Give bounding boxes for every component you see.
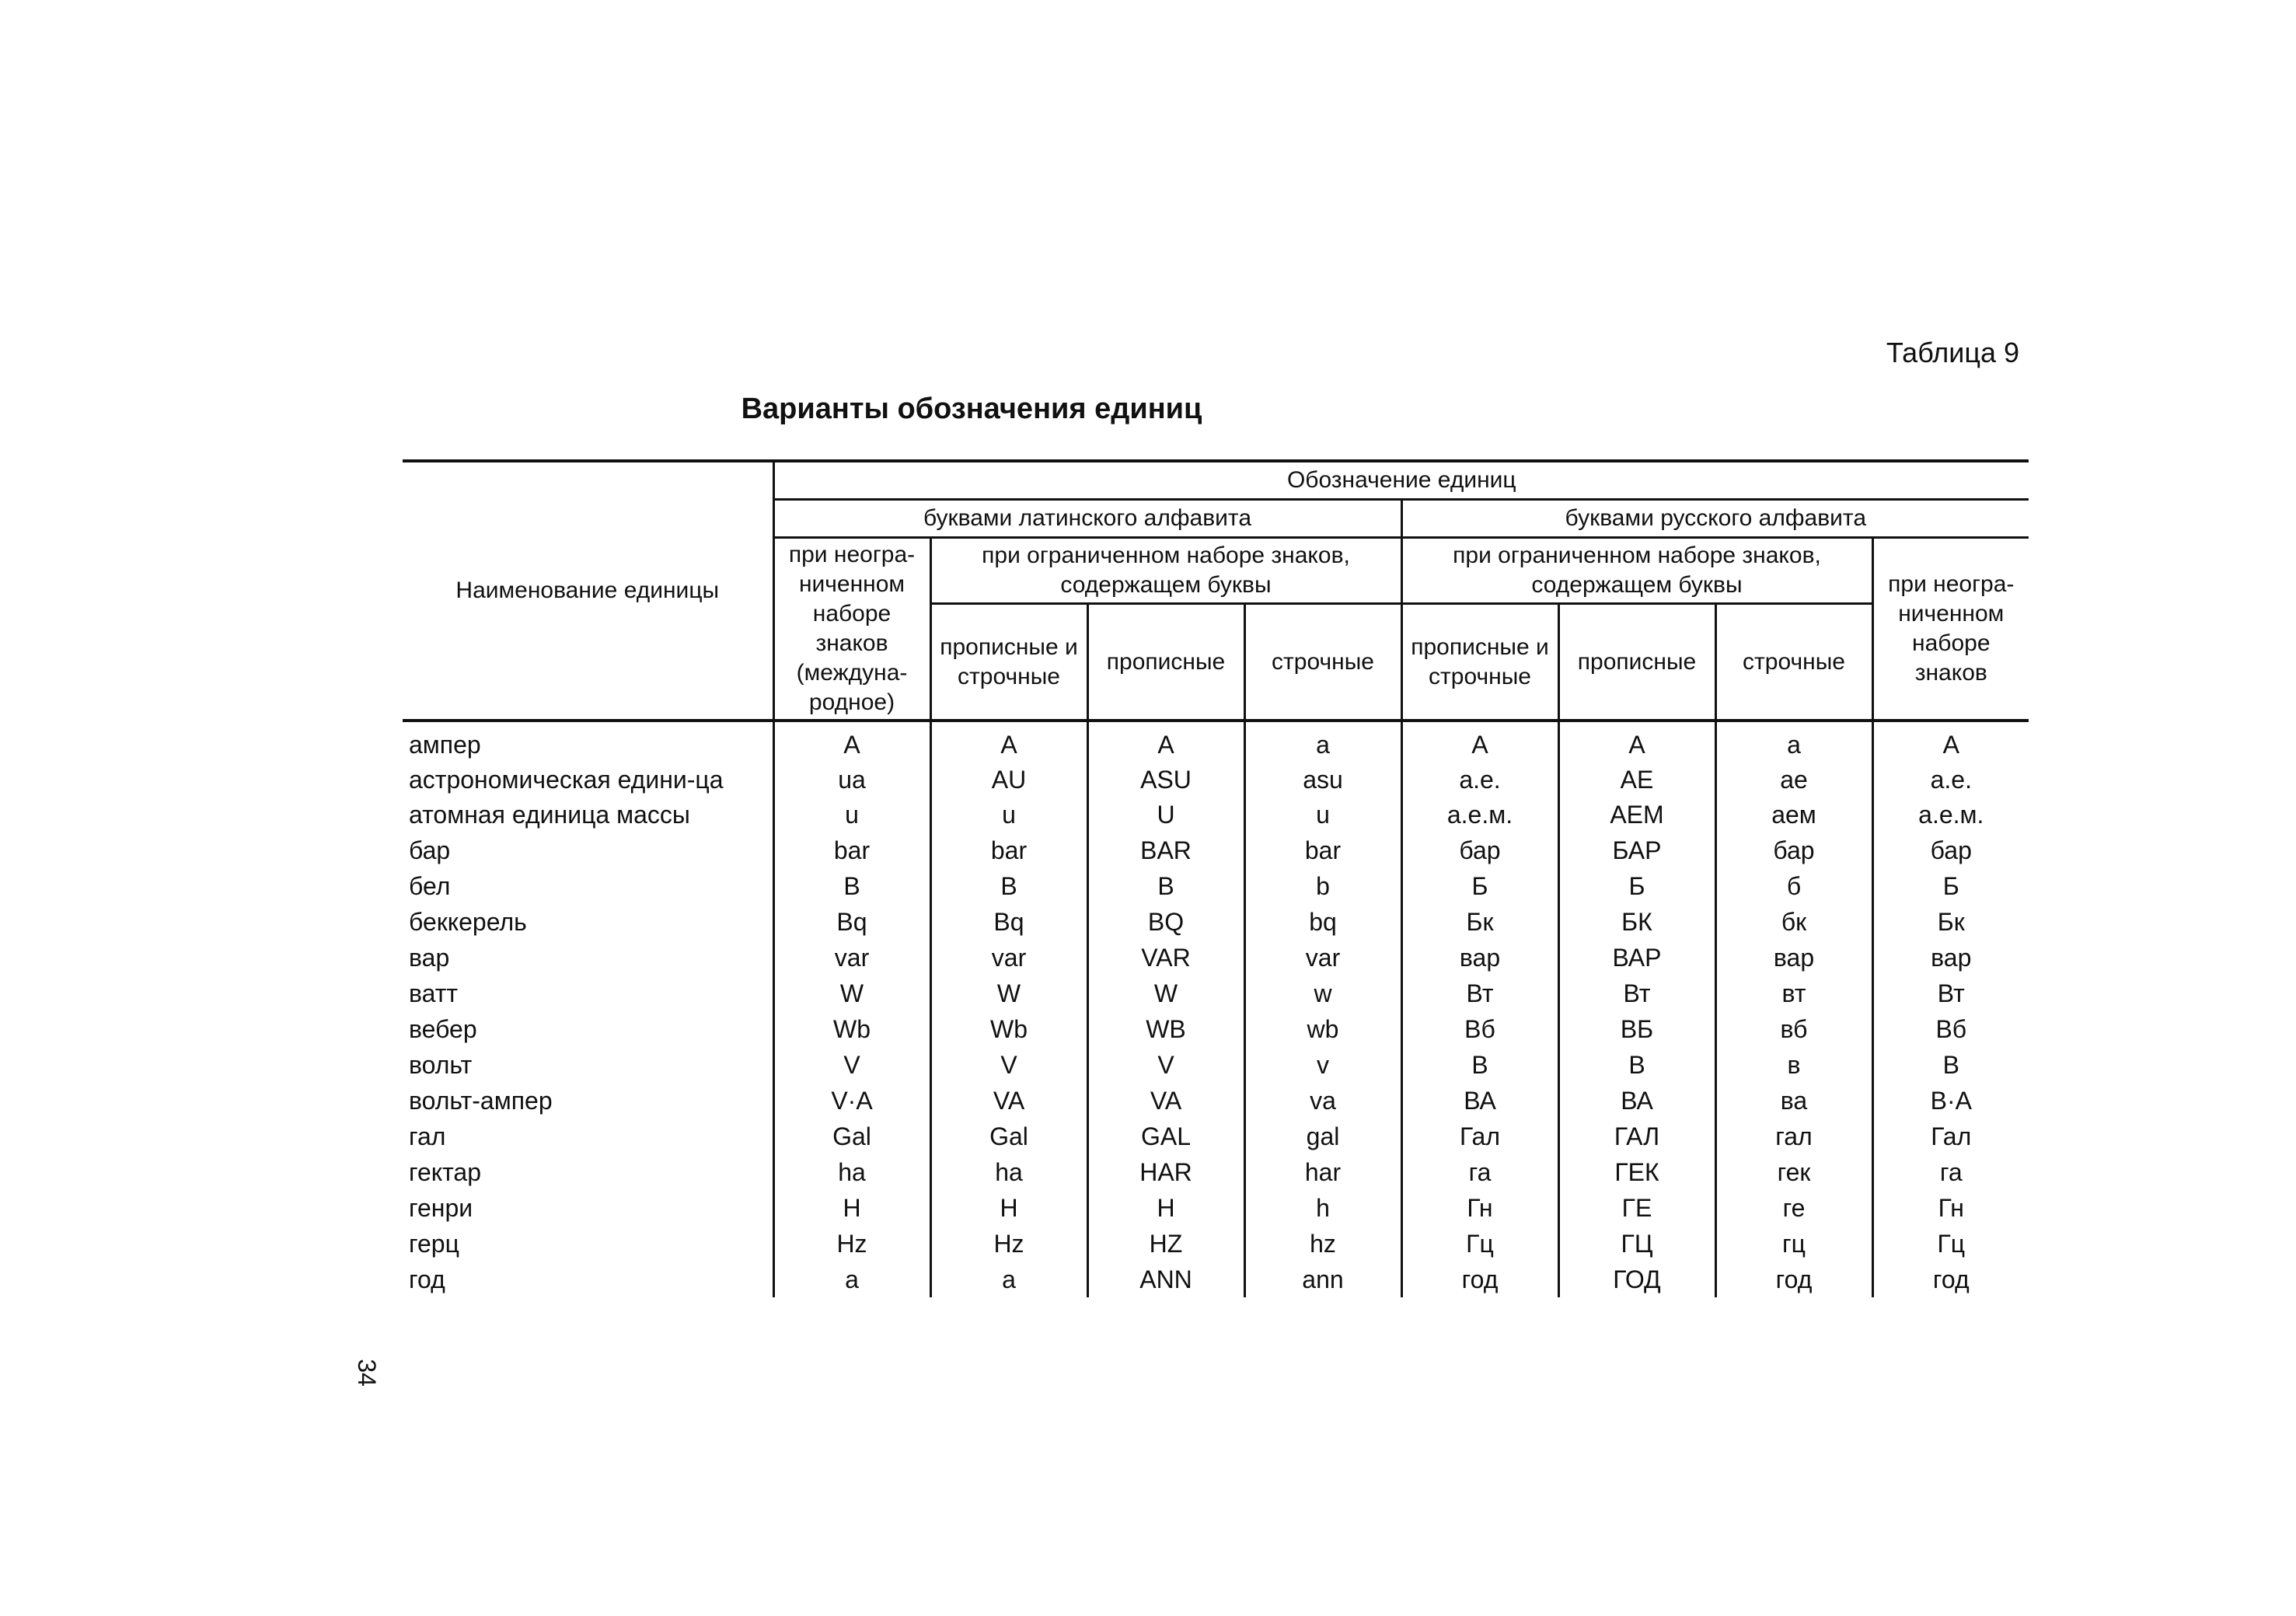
symbol-latin-international: B — [773, 868, 930, 904]
symbol-russian-lower: вт — [1715, 976, 1872, 1011]
symbol-latin-upper-lower: u — [930, 797, 1087, 832]
table-row — [403, 832, 2029, 868]
symbol-russian-lower: гц — [1715, 1226, 1872, 1262]
symbol-latin-international: Gal — [773, 1119, 930, 1154]
symbol-russian-upper-lower: Б — [1401, 868, 1558, 904]
table-row — [403, 1226, 2029, 1262]
symbol-latin-lower: a — [1244, 721, 1401, 763]
symbol-latin-international: a — [773, 1262, 930, 1297]
symbol-russian-upper: АЕМ — [1558, 797, 1715, 832]
table-row — [403, 1154, 2029, 1190]
symbol-latin-upper: HAR — [1087, 1154, 1244, 1190]
unit-name: вольт — [409, 1051, 473, 1079]
symbol-latin-international: bar — [773, 832, 930, 868]
unit-name: ватт — [409, 979, 459, 1007]
symbol-latin-lower: gal — [1244, 1119, 1401, 1154]
header-latin-upper-lower: прописные и строчные — [930, 604, 1087, 721]
table-row — [403, 1083, 2029, 1119]
symbol-latin-upper: VA — [1087, 1083, 1244, 1119]
symbol-russian-upper-lower: Гал — [1401, 1119, 1558, 1154]
symbol-latin-lower: w — [1244, 976, 1401, 1011]
header-russian-alphabet: буквами русского алфавита — [1401, 500, 2029, 538]
symbol-latin-lower: wb — [1244, 1011, 1401, 1047]
unit-name: вольт-ампер — [409, 1087, 553, 1115]
symbol-latin-upper-lower: a — [930, 1262, 1087, 1297]
symbol-latin-upper: U — [1087, 797, 1244, 832]
unit-name: гектар — [409, 1158, 482, 1186]
symbol-latin-lower: u — [1244, 797, 1401, 832]
symbol-russian-upper: Вт — [1558, 976, 1715, 1011]
header-designation: Обозначение единиц — [773, 461, 2029, 500]
symbol-latin-lower: har — [1244, 1154, 1401, 1190]
symbol-latin-lower: var — [1244, 940, 1401, 976]
symbol-russian-upper-lower: а.е.м. — [1401, 797, 1558, 832]
symbol-russian-unrestricted: Бк — [1872, 904, 2029, 940]
header-latin-lower: строчные — [1244, 604, 1401, 721]
table-row — [403, 1011, 2029, 1047]
symbol-latin-international: Wb — [773, 1011, 930, 1047]
symbol-latin-international: Hz — [773, 1226, 930, 1262]
symbol-latin-upper-lower: var — [930, 940, 1087, 976]
symbol-russian-lower: вб — [1715, 1011, 1872, 1047]
symbol-russian-unrestricted: а.е. — [1872, 763, 2029, 797]
symbol-russian-lower: б — [1715, 868, 1872, 904]
symbol-russian-upper: БАР — [1558, 832, 1715, 868]
table-row — [403, 797, 2029, 832]
symbol-russian-upper: БК — [1558, 904, 1715, 940]
symbol-russian-lower: гек — [1715, 1154, 1872, 1190]
symbol-russian-lower: ге — [1715, 1190, 1872, 1226]
symbol-russian-lower: ае — [1715, 763, 1872, 797]
symbol-russian-unrestricted: Вб — [1872, 1011, 2029, 1047]
symbol-latin-upper-lower: B — [930, 868, 1087, 904]
table-row — [403, 1047, 2029, 1083]
symbol-russian-lower: бк — [1715, 904, 1872, 940]
document-title: Варианты обозначения единиц — [741, 393, 1202, 425]
symbol-latin-upper-lower: V — [930, 1047, 1087, 1083]
table-row — [403, 976, 2029, 1011]
unit-name: атомная единица массы — [409, 801, 690, 829]
symbol-latin-lower: va — [1244, 1083, 1401, 1119]
symbol-russian-lower: вар — [1715, 940, 1872, 976]
symbol-latin-upper: W — [1087, 976, 1244, 1011]
table-body — [403, 721, 2029, 1297]
symbol-latin-upper-lower: H — [930, 1190, 1087, 1226]
symbol-russian-unrestricted: Б — [1872, 868, 2029, 904]
symbol-russian-upper: ГЕ — [1558, 1190, 1715, 1226]
table-row — [403, 1262, 2029, 1297]
symbol-russian-upper-lower: Гн — [1401, 1190, 1558, 1226]
symbol-latin-upper: BQ — [1087, 904, 1244, 940]
symbol-latin-international: V — [773, 1047, 930, 1083]
units-table — [403, 459, 2029, 1297]
symbol-russian-upper: А — [1558, 721, 1715, 763]
table-header — [403, 461, 2029, 721]
symbol-russian-unrestricted: га — [1872, 1154, 2029, 1190]
symbol-latin-international: ua — [773, 763, 930, 797]
header-latin-unrestricted: при неогра-ниченном наборе знаков (междуна-родное) — [773, 538, 930, 721]
header-russian-restricted: при ограниченном наборе знаков, содержащем буквы — [1401, 538, 1872, 604]
header-russian-unrestricted: при неогра-ниченном наборе знаков — [1872, 538, 2029, 721]
symbol-latin-upper: ASU — [1087, 763, 1244, 797]
page-number: 34 — [353, 1359, 381, 1387]
symbol-russian-lower: а — [1715, 721, 1872, 763]
symbol-russian-upper-lower: вар — [1401, 940, 1558, 976]
symbol-latin-upper-lower: Gal — [930, 1119, 1087, 1154]
symbol-russian-upper-lower: Вт — [1401, 976, 1558, 1011]
symbol-russian-unrestricted: А — [1872, 721, 2029, 763]
symbol-russian-upper: В — [1558, 1047, 1715, 1083]
symbol-latin-upper-lower: AU — [930, 763, 1087, 797]
symbol-latin-international: V·A — [773, 1083, 930, 1119]
symbol-latin-upper-lower: Wb — [930, 1011, 1087, 1047]
unit-name: бар — [409, 836, 451, 864]
symbol-latin-international: ha — [773, 1154, 930, 1190]
symbol-latin-upper: A — [1087, 721, 1244, 763]
symbol-latin-international: u — [773, 797, 930, 832]
unit-name: беккерель — [409, 908, 527, 936]
symbol-latin-upper-lower: VA — [930, 1083, 1087, 1119]
symbol-russian-upper-lower: а.е. — [1401, 763, 1558, 797]
symbol-latin-international: Bq — [773, 904, 930, 940]
symbol-latin-upper: H — [1087, 1190, 1244, 1226]
table-row — [403, 1119, 2029, 1154]
symbol-latin-lower: asu — [1244, 763, 1401, 797]
symbol-russian-upper-lower: А — [1401, 721, 1558, 763]
unit-name: герц — [409, 1230, 459, 1258]
symbol-russian-lower: в — [1715, 1047, 1872, 1083]
header-latin-alphabet: буквами латинского алфавита — [773, 500, 1401, 538]
symbol-russian-unrestricted: Гн — [1872, 1190, 2029, 1226]
symbol-russian-unrestricted: а.е.м. — [1872, 797, 2029, 832]
symbol-latin-upper-lower: Hz — [930, 1226, 1087, 1262]
header-latin-upper: прописные — [1087, 604, 1244, 721]
symbol-russian-upper: ВАР — [1558, 940, 1715, 976]
table-number: Таблица 9 — [1886, 337, 2019, 368]
symbol-latin-upper-lower: W — [930, 976, 1087, 1011]
symbol-latin-lower: bar — [1244, 832, 1401, 868]
symbol-latin-upper-lower: bar — [930, 832, 1087, 868]
symbol-russian-unrestricted: В·А — [1872, 1083, 2029, 1119]
symbol-russian-lower: год — [1715, 1262, 1872, 1297]
symbol-russian-upper-lower: ВА — [1401, 1083, 1558, 1119]
unit-name: вар — [409, 944, 450, 972]
symbol-latin-lower: ann — [1244, 1262, 1401, 1297]
symbol-russian-upper: Б — [1558, 868, 1715, 904]
symbol-latin-lower: hz — [1244, 1226, 1401, 1262]
symbol-russian-upper: ГЦ — [1558, 1226, 1715, 1262]
table-row — [403, 904, 2029, 940]
symbol-latin-lower: bq — [1244, 904, 1401, 940]
symbol-russian-upper-lower: Вб — [1401, 1011, 1558, 1047]
symbol-russian-unrestricted: В — [1872, 1047, 2029, 1083]
unit-name: гал — [409, 1122, 446, 1150]
symbol-latin-upper: V — [1087, 1047, 1244, 1083]
symbol-latin-upper-lower: ha — [930, 1154, 1087, 1190]
symbol-latin-upper: VAR — [1087, 940, 1244, 976]
symbol-latin-upper-lower: Bq — [930, 904, 1087, 940]
symbol-russian-upper-lower: Бк — [1401, 904, 1558, 940]
symbol-russian-unrestricted: бар — [1872, 832, 2029, 868]
header-russian-upper-lower: прописные и строчные — [1401, 604, 1558, 721]
symbol-russian-upper: ВА — [1558, 1083, 1715, 1119]
symbol-latin-upper: GAL — [1087, 1119, 1244, 1154]
table-row — [403, 763, 2029, 797]
table-row — [403, 868, 2029, 904]
table-row — [403, 721, 2029, 763]
symbol-russian-upper-lower: В — [1401, 1047, 1558, 1083]
symbol-russian-upper: ВБ — [1558, 1011, 1715, 1047]
symbol-russian-lower: бар — [1715, 832, 1872, 868]
symbol-russian-upper: ГАЛ — [1558, 1119, 1715, 1154]
symbol-russian-upper-lower: га — [1401, 1154, 1558, 1190]
symbol-russian-upper-lower: бар — [1401, 832, 1558, 868]
symbol-russian-lower: ва — [1715, 1083, 1872, 1119]
header-russian-lower: строчные — [1715, 604, 1872, 721]
symbol-latin-upper: BAR — [1087, 832, 1244, 868]
symbol-latin-international: H — [773, 1190, 930, 1226]
header-latin-restricted: при ограниченном наборе знаков, содержащем буквы — [930, 538, 1401, 604]
table-row — [403, 1190, 2029, 1226]
header-unit-name: Наименование единицы — [403, 461, 773, 721]
symbol-latin-international: A — [773, 721, 930, 763]
symbol-russian-lower: аем — [1715, 797, 1872, 832]
symbol-russian-unrestricted: Гал — [1872, 1119, 2029, 1154]
symbol-russian-unrestricted: Гц — [1872, 1226, 2029, 1262]
symbol-russian-unrestricted: год — [1872, 1262, 2029, 1297]
symbol-russian-upper: ГОД — [1558, 1262, 1715, 1297]
symbol-russian-upper-lower: год — [1401, 1262, 1558, 1297]
symbol-latin-lower: v — [1244, 1047, 1401, 1083]
unit-name: астрономическая едини-ца — [409, 766, 724, 794]
unit-name: год — [409, 1265, 445, 1293]
unit-name: генри — [409, 1194, 473, 1222]
symbol-russian-upper: ГЕК — [1558, 1154, 1715, 1190]
unit-name: ампер — [409, 731, 481, 759]
symbol-latin-lower: h — [1244, 1190, 1401, 1226]
symbol-latin-international: W — [773, 976, 930, 1011]
symbol-latin-upper-lower: A — [930, 721, 1087, 763]
symbol-russian-upper: АЕ — [1558, 763, 1715, 797]
symbol-latin-international: var — [773, 940, 930, 976]
header-russian-upper: прописные — [1558, 604, 1715, 721]
symbol-latin-upper: WB — [1087, 1011, 1244, 1047]
symbol-latin-upper: B — [1087, 868, 1244, 904]
symbol-latin-upper: HZ — [1087, 1226, 1244, 1262]
unit-name: вебер — [409, 1015, 477, 1043]
symbol-russian-lower: гал — [1715, 1119, 1872, 1154]
unit-name: бел — [409, 872, 451, 900]
symbol-russian-upper-lower: Гц — [1401, 1226, 1558, 1262]
symbol-russian-unrestricted: Вт — [1872, 976, 2029, 1011]
symbol-russian-unrestricted: вар — [1872, 940, 2029, 976]
symbol-latin-lower: b — [1244, 868, 1401, 904]
table-row — [403, 940, 2029, 976]
symbol-latin-upper: ANN — [1087, 1262, 1244, 1297]
